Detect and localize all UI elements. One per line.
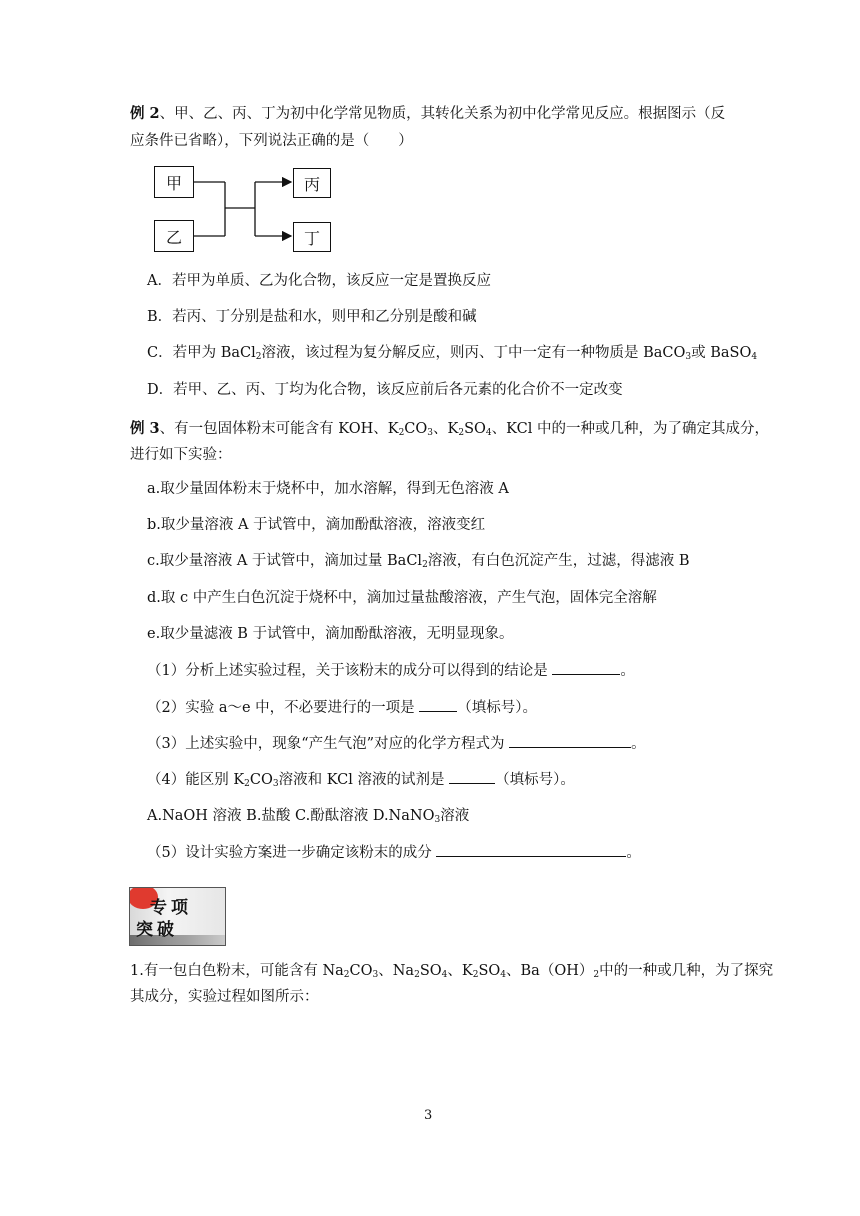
step-a: a.取少量固体粉末于烧杯中，加水溶解，得到无色溶液 A xyxy=(147,481,509,497)
page-number: 3 xyxy=(424,1108,433,1123)
ex2-line-1: 例 2、甲、乙、丙、丁为初中化学常见物质，其转化关系为初中化学常见反应。根据图示（反 xyxy=(130,105,726,122)
ex2-label: 例 2 xyxy=(130,105,160,122)
reaction-diagram xyxy=(150,160,340,260)
box-yi: 乙 xyxy=(154,220,194,252)
box-bing: 丙 xyxy=(293,168,331,198)
question-4: （4）能区别 $K_2CO_3$溶液和 KCl 溶液的试剂是 （填标号）。 xyxy=(147,769,575,790)
problem-1-line-2: 其成分，实验过程如图所示： xyxy=(130,989,319,1005)
option-d: D．若甲、乙、丙、丁均为化合物，该反应前后各元素的化合价不一定改变 xyxy=(147,382,623,398)
option-c: C．若甲为 BaCl$_2$溶液，该过程为复分解反应，则丙、丁中一定有一种物质是 BaCO$_3$或 BaSO$_4$ xyxy=(147,345,758,362)
answer-blank-1[interactable] xyxy=(552,660,620,675)
option-b: B．若丙、丁分别是盐和水，则甲和乙分别是酸和碱 xyxy=(147,309,477,325)
ex3-line-1: 例 3、有一包固体粉末可能含有 KOH、$K_2CO_3$、$K_2SO_4$、KCl 中的一种或几种，为了确定其成分， xyxy=(130,420,769,438)
step-c: c.取少量溶液 A 于试管中，滴加过量 BaCl$_2$溶液，有白色沉淀产生，过滤，得滤液 B xyxy=(147,553,690,570)
step-e: e.取少量滤液 B 于试管中，滴加酚酞溶液，无明显现象。 xyxy=(147,626,514,642)
banner-line-1: 专项 xyxy=(150,898,192,918)
special-breakthrough-banner xyxy=(129,887,226,946)
question-5: （5）设计实验方案进一步确定该粉末的成分 。 xyxy=(147,842,641,863)
ex3-label: 例 3 xyxy=(130,420,160,437)
answer-blank-5[interactable] xyxy=(436,842,626,857)
answer-blank-3[interactable] xyxy=(509,733,631,748)
question-2: （2）实验 a～e 中，不必要进行的一项是 （填标号）。 xyxy=(147,697,537,718)
banner-line-2: 突破 xyxy=(136,920,178,940)
option-a: A．若甲为单质、乙为化合物，该反应一定是置换反应 xyxy=(147,273,491,289)
step-b: b.取少量溶液 A 于试管中，滴加酚酞溶液，溶液变红 xyxy=(147,517,486,533)
ex2-line-2: 应条件已省略），下列说法正确的是（ ） xyxy=(130,133,413,149)
ex3-line-2: 进行如下实验： xyxy=(130,447,232,463)
answer-blank-2[interactable] xyxy=(419,697,457,712)
box-jia: 甲 xyxy=(154,166,194,198)
question-3: （3）上述实验中，现象“产生气泡”对应的化学方程式为 。 xyxy=(147,733,646,754)
question-1: （1）分析上述实验过程，关于该粉末的成分可以得到的结论是 。 xyxy=(147,660,635,681)
box-ding: 丁 xyxy=(293,222,331,252)
problem-1-line-1: 1.有一包白色粉末，可能含有 $Na_2CO_3$、$Na_2SO_4$、$K_2SO_4$、$Ba(OH)_2$中的一种或几种，为了探究 xyxy=(130,963,774,980)
question-4-choices: A.NaOH 溶液 B.盐酸 C.酚酞溶液 D.NaNO$_3$溶液 xyxy=(147,808,470,825)
answer-blank-4[interactable] xyxy=(449,769,495,784)
step-d: d.取 c 中产生白色沉淀于烧杯中，滴加过量盐酸溶液，产生气泡，固体完全溶解 xyxy=(147,590,657,606)
